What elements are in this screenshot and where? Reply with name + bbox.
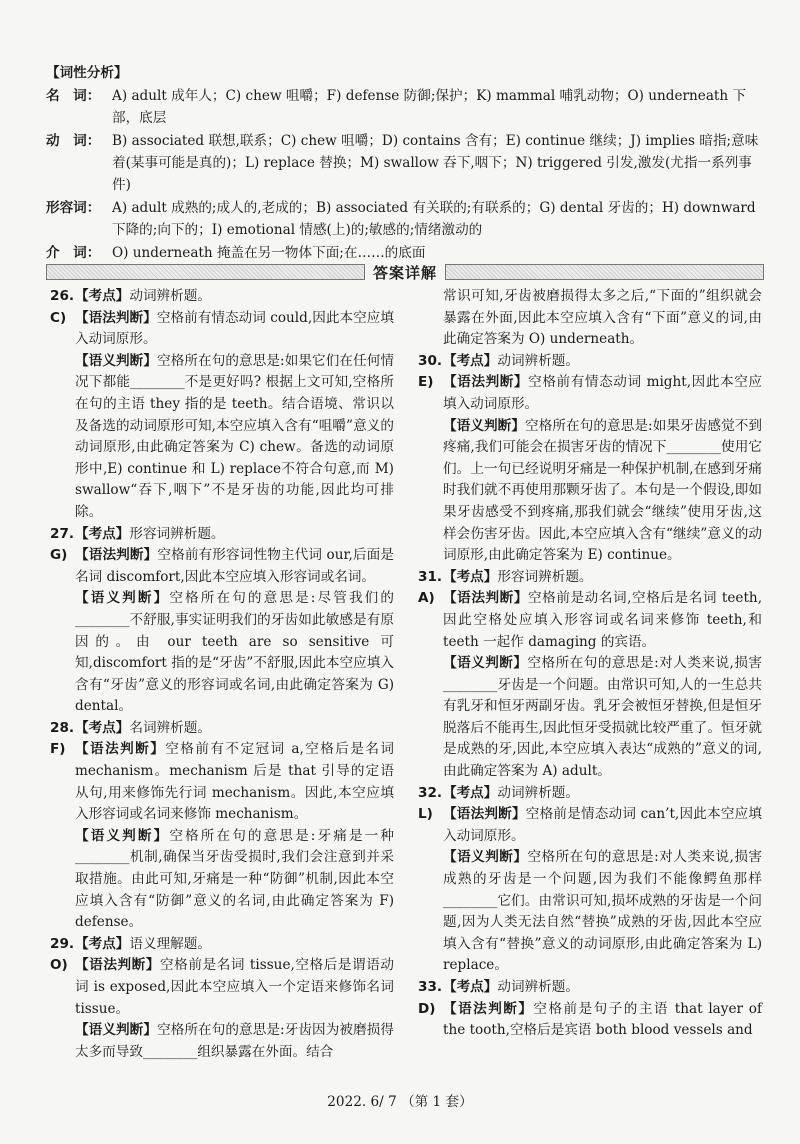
pos-label: 介 词： xyxy=(46,245,101,261)
kaodian-text: 形容词辨析题。 xyxy=(497,568,593,585)
question-27-grammar xyxy=(50,545,394,588)
question-29-grammar xyxy=(50,955,394,1020)
kaodian-tag: 【考点】 xyxy=(443,979,498,995)
grammar-text: 空格前是动名词,空格后是名词 teeth,因此空格处应填入形容词或名词来修饰 teeth,和 teeth 一起作 damaging 的宾语。 xyxy=(443,590,763,650)
right-column xyxy=(418,286,762,1042)
pos-analysis-title: 【词性分析】 xyxy=(46,65,128,81)
kaodian-text: 名词辨析题。 xyxy=(129,719,211,736)
pos-text: A) adult 成年人；C) chew 咀嚼；F) defense 防御;保护；K) mammal 哺乳动物；O) underneath 下部，底层 xyxy=(112,88,747,126)
semantic-tag: 【语义判断】 xyxy=(75,827,170,844)
banner-decor-left xyxy=(46,264,365,280)
kaodian-tag: 【考点】 xyxy=(75,525,130,542)
question-32-grammar xyxy=(418,804,762,847)
question-29-semantic-continued: 常识可知,牙齿被磨损得太多之后,“下面的”组织就会暴露在外面,因此本空应填入含有“下面”意义的词,由此确定答案为 O) underneath。 xyxy=(443,288,762,348)
pos-text: A) adult 成熟的;成人的,老成的；B) associated 有关联的;有联系的；G) dental 牙齿的；H) downward 下降的;向下的；I) emotional 情感(上)的;敏感的;情绪激动的 xyxy=(112,200,756,238)
question-30-header xyxy=(418,351,762,373)
kaodian-text: 动词辨析题。 xyxy=(497,352,579,369)
pos-text: O) underneath 掩盖在另一物体下面;在……的底面 xyxy=(112,245,426,261)
question-28-header xyxy=(50,718,394,740)
semantic-text: 空格所在句的意思是:牙齿因为被磨损得太多而导致________组织暴露在外面。结合 xyxy=(75,1022,394,1060)
grammar-tag: 【语法判断】 xyxy=(443,1000,534,1017)
question-31-semantic xyxy=(418,653,762,783)
grammar-tag: 【语法判断】 xyxy=(443,374,529,391)
semantic-tag: 【语义判断】 xyxy=(75,1022,158,1039)
pos-label: 形容词： xyxy=(46,200,101,216)
answer-letter: G) xyxy=(50,547,68,564)
banner-decor-right xyxy=(445,264,764,280)
grammar-text: 空格前有情态动词 might,因此本空应填入动词原形。 xyxy=(443,374,762,412)
pos-label: 动 词： xyxy=(46,133,101,149)
question-number: 32. xyxy=(418,784,443,801)
question-27-semantic xyxy=(50,588,394,718)
grammar-tag: 【语法判断】 xyxy=(75,741,166,758)
grammar-tag: 【语法判断】 xyxy=(443,806,526,823)
question-31-header xyxy=(418,567,762,589)
grammar-text: 空格前是名词 tissue,空格后是谓语动词 is exposed,因此本空应填入一个定语来修饰名词 tissue。 xyxy=(75,957,394,1017)
semantic-text: 空格所在句的意思是:如果牙齿感觉不到疼痛,我们可能会在损害牙齿的情况下________使用它们。上一句已经说明牙痛是一种保护机制,在感到牙痛时我们就不再使用那颗牙齿了。本句是一个假设,即如果牙齿感受不到疼痛,那我们就会“继续”使用牙齿,这样会伤害牙齿。因此,本空应填入含有“继续”意义的动词原形,由此确定答案为 E) continue。 xyxy=(443,417,762,564)
section-banner xyxy=(46,262,764,282)
semantic-text: 空格所在句的意思是:尽管我们的________不舒服,事实证明我们的牙齿如此敏感是有原因的。由 our teeth are so sensitive 可知,discomfort 指的是“牙齿”不舒服,因此本空应填入含有“牙齿”意义的形容词或名词,由此确定答案为 G) dental。 xyxy=(75,590,394,715)
question-31-grammar xyxy=(418,588,762,653)
pos-row-adjective xyxy=(46,197,764,241)
kaodian-text: 动词辨析题。 xyxy=(129,288,211,304)
question-33-header xyxy=(418,977,762,999)
question-number: 31. xyxy=(418,568,443,585)
grammar-tag: 【语法判断】 xyxy=(75,547,158,564)
banner-title: 答案详解 xyxy=(373,263,438,282)
grammar-text: 空格前有情态动词 could,因此本空应填入动词原形。 xyxy=(75,309,394,348)
question-26-header xyxy=(50,286,394,308)
grammar-tag: 【语法判断】 xyxy=(75,957,161,974)
kaodian-tag: 【考点】 xyxy=(443,352,498,369)
kaodian-tag: 【考点】 xyxy=(75,719,130,736)
pos-text: B) associated 联想,联系；C) chew 咀嚼；D) contains 含有；E) continue 继续；J) implies 暗指;意味着(某事可能是真的)；L) replace 替换；M) swallow 吞下,咽下；N) triggered 引发,激发(尤指一系列事件) xyxy=(112,133,759,193)
question-32-header xyxy=(418,783,762,805)
question-26-grammar xyxy=(50,308,394,351)
semantic-text: 空格所在句的意思是:牙痛是一种________机制,确保当牙齿受损时,我们会注意到并采取措施。由此可知,牙痛是一种“防御”机制,因此本空应填入含有“防御”意义的名词,由此确定答案为 F) defense。 xyxy=(75,827,394,931)
question-30-semantic xyxy=(418,416,762,567)
semantic-tag: 【语义判断】 xyxy=(443,417,526,434)
semantic-text: 空格所在句的意思是:对人类来说,损害成熟的牙齿是一个问题,因为我们不能像鳄鱼那样________它们。由常识可知,损坏成熟的牙齿是一个问题,因为人类无法自然“替换”成熟的牙齿,因此本空应填入含有“替换”意义的动词原形,由此确定答案为 L) replace。 xyxy=(443,849,763,974)
answer-letter: A) xyxy=(418,590,435,607)
pos-label: 名 词： xyxy=(46,88,101,104)
answer-letter: L) xyxy=(418,806,433,823)
kaodian-text: 形容词辨析题。 xyxy=(129,525,225,542)
question-number: 30. xyxy=(418,352,443,369)
left-column xyxy=(50,286,394,1063)
question-28-grammar xyxy=(50,739,394,825)
question-number: 26. xyxy=(50,288,75,304)
page-footer: 2022. 6/ 7 （第 1 套） xyxy=(327,1094,473,1110)
pos-analysis-section xyxy=(46,62,764,264)
kaodian-tag: 【考点】 xyxy=(443,568,498,585)
answer-letter: F) xyxy=(50,741,66,758)
kaodian-tag: 【考点】 xyxy=(443,784,498,801)
question-29-header xyxy=(50,934,394,956)
kaodian-tag: 【考点】 xyxy=(75,288,130,304)
question-33-grammar xyxy=(418,999,762,1042)
question-27-header xyxy=(50,524,394,546)
question-26-semantic xyxy=(50,351,394,524)
question-29-semantic xyxy=(50,1020,394,1063)
question-number: 33. xyxy=(418,979,443,995)
question-28-semantic xyxy=(50,826,394,934)
grammar-tag: 【语法判断】 xyxy=(443,590,528,607)
grammar-text: 空格前是句子的主语 that layer of the tooth,空格后是宾语 both blood vessels and xyxy=(443,1000,763,1039)
pos-row-noun xyxy=(46,85,764,129)
question-number: 27. xyxy=(50,525,75,542)
answer-letter: D) xyxy=(418,1000,436,1017)
semantic-text: 空格所在句的意思是:如果它们在任何情况下都能________不是更好吗? 根据上文可知,空格所在句的主语 they 指的是 teeth。结合语境、常识以及备选的动词原形可知,本空应填入含有“咀嚼”意义的动词原形,由此确定答案为 C) chew。备选的动词原形中,E) continue 和 L) replace不符合句意,而 M) swallow“吞下,咽下”不是牙齿的功能,因此均可排除。 xyxy=(75,352,394,520)
question-number: 29. xyxy=(50,935,75,952)
grammar-text: 空格前有形容词性物主代词 our,后面是名词 discomfort,因此本空应填入形容词或名词。 xyxy=(75,547,395,585)
answer-letter: E) xyxy=(418,374,434,391)
grammar-text: 空格前有不定冠词 a,空格后是名词 mechanism。mechanism 后是 that 引导的定语从句,用来修饰先行词 mechanism。因此,本空应填入形容词或名词来修饰 mechanism。 xyxy=(75,741,395,823)
question-30-grammar xyxy=(418,372,762,415)
grammar-text: 空格前是情态动词 can’t,因此本空应填入动词原形。 xyxy=(443,806,763,844)
answer-letter: O) xyxy=(50,957,68,974)
semantic-tag: 【语义判断】 xyxy=(75,352,158,369)
pos-row-verb xyxy=(46,130,764,196)
semantic-text: 空格所在句的意思是:对人类来说,损害________牙齿是一个问题。由常识可知,人的一生总共有乳牙和恒牙两副牙齿。乳牙会被恒牙替换,但是恒牙脱落后不能再生,因此恒牙受损就比较严重了。恒牙就是成熟的牙,因此,本空应填入表达“成熟的”意义的词,由此确定答案为 A) adult。 xyxy=(443,655,763,780)
kaodian-text: 动词辨析题。 xyxy=(497,784,579,801)
kaodian-text: 动词辨析题。 xyxy=(497,979,579,995)
kaodian-tag: 【考点】 xyxy=(75,935,130,952)
semantic-tag: 【语义判断】 xyxy=(443,849,528,866)
semantic-tag: 【语义判断】 xyxy=(443,655,528,672)
kaodian-text: 语义理解题。 xyxy=(129,935,211,952)
answer-letter: C) xyxy=(50,309,67,326)
grammar-tag: 【语法判断】 xyxy=(75,309,157,326)
question-number: 28. xyxy=(50,719,75,736)
semantic-tag: 【语义判断】 xyxy=(75,590,170,607)
question-32-semantic xyxy=(418,847,762,977)
